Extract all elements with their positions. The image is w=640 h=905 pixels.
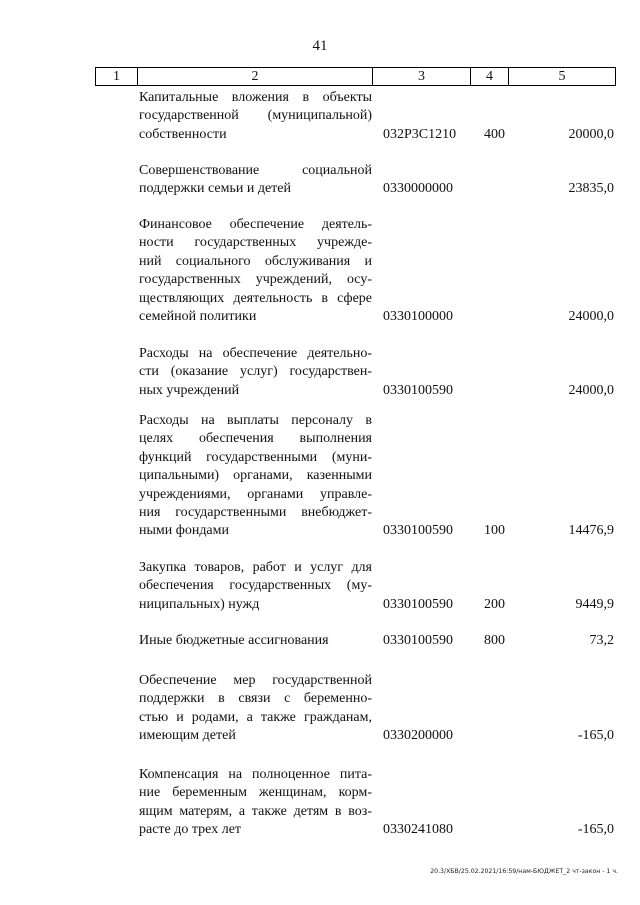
row-sum: 9449,9 bbox=[575, 596, 614, 612]
row-expense-type: 800 bbox=[484, 633, 505, 648]
row-sum: -165,0 bbox=[577, 822, 614, 838]
row-name-line: Компенсация на полноценное пита- bbox=[139, 767, 372, 782]
row-code: 0330100590 bbox=[383, 523, 453, 539]
row-sum: 14476,9 bbox=[568, 523, 614, 539]
row-name bbox=[139, 216, 372, 326]
row-code: 032P3C1210 bbox=[383, 126, 457, 142]
row-name bbox=[139, 632, 372, 650]
footer-stamp: 20.3/ХБВ/25.02.2021/16:59/нам-БЮДЖЕТ_2 чт-закон - 1 ч. bbox=[430, 868, 618, 875]
row-sum: -165,0 bbox=[577, 728, 614, 744]
column-header-1: 1 bbox=[96, 68, 138, 85]
row-expense-type: 100 bbox=[484, 523, 505, 539]
row-name-line: ния государственными внебюджет- bbox=[139, 505, 372, 521]
row-name bbox=[139, 162, 372, 199]
row-name-line: поддержки в связи с беременно- bbox=[139, 691, 372, 707]
row-name-line: учреждениями, органами управле- bbox=[139, 486, 372, 502]
row-name bbox=[139, 766, 372, 840]
row-name-line: ных учреждений bbox=[139, 382, 240, 398]
row-name bbox=[139, 559, 372, 614]
row-code: 0330100590 bbox=[383, 633, 453, 648]
row-name-line: расте до трех лет bbox=[139, 822, 242, 838]
row-name-line: Иные бюджетные ассигнования bbox=[139, 633, 329, 648]
column-header-2: 2 bbox=[138, 68, 373, 85]
row-name-line: функций государственными (муни- bbox=[139, 449, 372, 465]
row-name-line: поддержки семьи и детей bbox=[139, 181, 292, 197]
row-sum: 73,2 bbox=[589, 633, 614, 648]
row-name-line: государственной (муниципальной) bbox=[139, 108, 372, 124]
table-header bbox=[95, 67, 616, 86]
row-name bbox=[139, 412, 372, 541]
row-expense-type: 200 bbox=[484, 596, 505, 612]
row-name-line: имеющим детей bbox=[139, 728, 236, 744]
row-name-line: ществляющих деятельность в сфере bbox=[139, 290, 372, 306]
row-sum: 24000,0 bbox=[568, 309, 614, 324]
row-code: 0330100590 bbox=[383, 596, 453, 612]
row-name-line: ящим матерям, а также детям в воз- bbox=[139, 803, 372, 819]
page-number: 41 bbox=[312, 38, 328, 54]
row-name-line: государственных учреждений, осу- bbox=[139, 272, 372, 288]
row-name-line: Закупка товаров, работ и услуг для bbox=[139, 560, 372, 575]
row-sum: 23835,0 bbox=[568, 181, 614, 197]
row-name-line: Расходы на обеспечение деятельно- bbox=[139, 346, 372, 361]
row-name bbox=[139, 672, 372, 746]
row-name-line: Совершенствование социальной bbox=[139, 163, 372, 178]
row-name-line: собственности bbox=[139, 126, 227, 142]
row-code: 0330100590 bbox=[383, 382, 453, 398]
row-name-line: стью и родами, а также гражданам, bbox=[139, 709, 372, 725]
row-name bbox=[139, 345, 372, 400]
row-name-line: сти (оказание услуг) государствен- bbox=[139, 364, 372, 380]
row-name-line: целях обеспечения выполнения bbox=[139, 431, 372, 447]
row-name-line: ными фондами bbox=[139, 523, 230, 539]
row-name bbox=[139, 89, 372, 144]
row-sum: 24000,0 bbox=[568, 382, 614, 398]
row-name-line: ниципальных) нужд bbox=[139, 596, 260, 612]
row-code: 0330200000 bbox=[383, 728, 453, 744]
row-name-line: ципальными) органами, казенными bbox=[139, 468, 372, 484]
row-expense-type: 400 bbox=[484, 126, 505, 142]
row-name-line: семейной политики bbox=[139, 309, 257, 325]
row-sum: 20000,0 bbox=[568, 126, 614, 142]
row-name-line: Финансовое обеспечение деятель- bbox=[139, 217, 372, 232]
row-code: 0330241080 bbox=[383, 822, 453, 838]
column-header-4: 4 bbox=[471, 68, 509, 85]
row-code: 0330100000 bbox=[383, 309, 453, 324]
row-name-line: Расходы на выплаты персоналу в bbox=[139, 413, 372, 428]
column-header-5: 5 bbox=[558, 68, 566, 84]
column-header-3: 3 bbox=[373, 68, 471, 85]
row-code: 0330000000 bbox=[383, 181, 453, 197]
row-name-line: ний социального обслуживания и bbox=[139, 253, 372, 269]
row-name-line: Обеспечение мер государственной bbox=[139, 673, 372, 688]
row-name-line: Капитальные вложения в объекты bbox=[139, 90, 372, 105]
row-name-line: обеспечения государственных (му- bbox=[139, 578, 372, 594]
row-name-line: ности государственных учрежде- bbox=[139, 235, 372, 251]
row-name-line: ние беременным женщинам, корм- bbox=[139, 785, 372, 801]
